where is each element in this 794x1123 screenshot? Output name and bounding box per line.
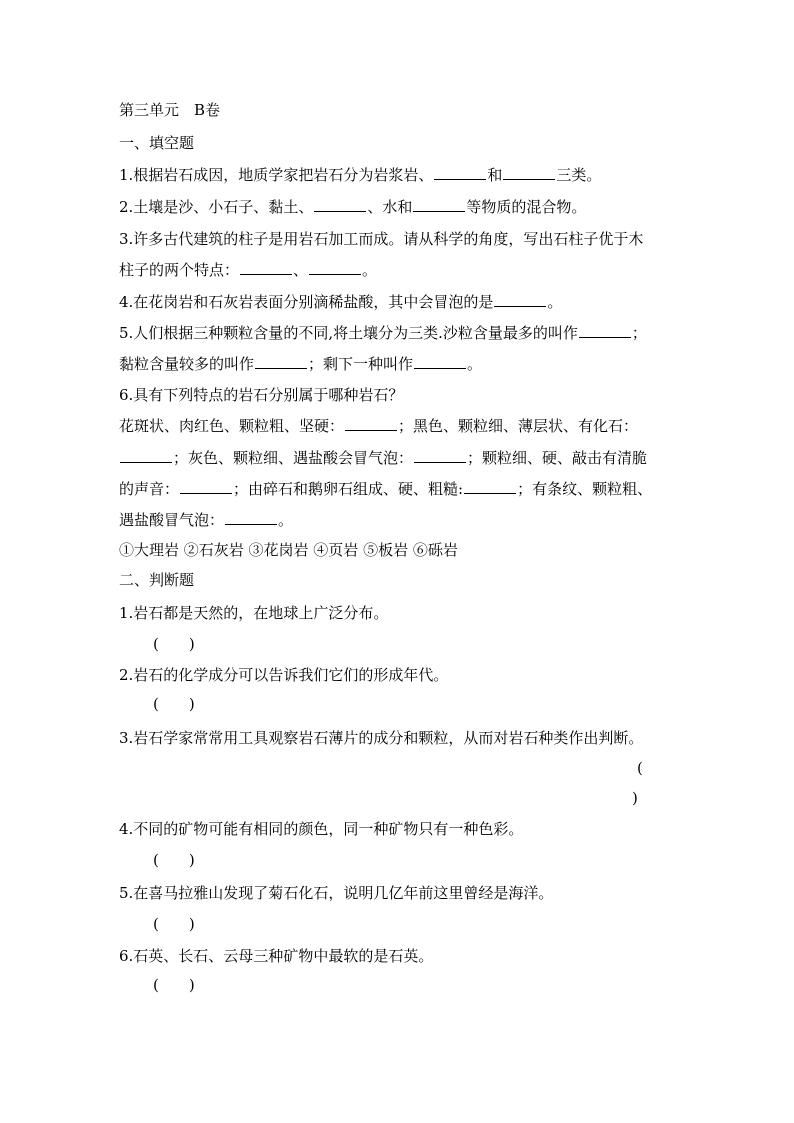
answer-paren[interactable]: ( ) [153, 976, 195, 994]
q6-text: ；颗粒细、硬、敲击有清脆 [467, 449, 648, 467]
judge-item-5: 5.在喜马拉雅山发现了菊石化石，说明几亿年前这里曾经是海洋。 [119, 884, 554, 902]
question-6-line3 [119, 479, 652, 499]
section2-heading: 二、判断题 [119, 571, 195, 589]
answer-blank[interactable] [240, 260, 292, 275]
answer-blank[interactable] [180, 479, 232, 494]
q1-text-c: 三类。 [556, 166, 602, 184]
answer-blank[interactable] [414, 448, 466, 463]
answer-paren[interactable]: ( ) [153, 635, 195, 653]
q6-text: ；由碎石和鹅卵石组成、硬、粗糙: [233, 480, 464, 498]
q4-text-a: 4.在花岗岩和石灰岩表面分别滴稀盐酸，其中会冒泡的是 [119, 293, 494, 311]
q6-text: 花斑状、肉红色、颗粒粗、坚硬： [119, 417, 345, 435]
question-4 [119, 292, 562, 312]
question-6-line1 [119, 416, 638, 436]
q6-text: ；黑色、颗粒细、薄层状、有化石： [398, 417, 639, 435]
q5-text-c: 黏粒含量较多的叫作 [119, 355, 255, 373]
q6-text: ；有条纹、颗粒粗、 [517, 480, 653, 498]
question-2 [119, 197, 586, 217]
answer-blank[interactable] [120, 448, 172, 463]
judge-item-3: 3.岩石学家常常用工具观察岩石薄片的成分和颗粒，从而对岩石种类作出判断。 [119, 729, 644, 747]
question-6-line2 [119, 448, 647, 468]
answer-blank[interactable] [309, 260, 361, 275]
answer-blank[interactable] [414, 354, 466, 369]
judge-item-1: 1.岩石都是天然的，在地球上广泛分布。 [119, 604, 389, 622]
answer-paren[interactable]: ( ) [153, 915, 195, 933]
answer-blank[interactable] [494, 292, 546, 307]
question-5-line2 [119, 354, 482, 374]
question-1 [119, 165, 601, 185]
q1-text-b: 和 [487, 166, 503, 184]
q6-text: 。 [278, 511, 294, 529]
answer-blank[interactable] [503, 165, 555, 180]
q2-text-c: 等物质的混合物。 [466, 198, 587, 216]
answer-paren-open[interactable]: ( [637, 759, 643, 777]
worksheet-title: 第三单元 B卷 [119, 101, 221, 119]
q4-text-b: 。 [547, 293, 563, 311]
q6-text: ；灰色、颗粒细、遇盐酸会冒气泡： [173, 449, 414, 467]
question-6-line4 [119, 510, 293, 530]
answer-blank[interactable] [464, 479, 516, 494]
question-6-stem: 6.具有下列特点的岩石分别属于哪种岩石？ [119, 386, 404, 404]
q6-text: 的声音： [119, 480, 180, 498]
q3-text-c: 。 [362, 261, 378, 279]
q5-text-d: ；剩下一种叫作 [308, 355, 414, 373]
answer-paren[interactable]: ( ) [153, 851, 195, 869]
section1-heading: 一、填空题 [119, 134, 195, 152]
answer-blank[interactable] [225, 510, 277, 525]
answer-blank[interactable] [413, 197, 465, 212]
answer-paren-close[interactable]: ) [632, 789, 638, 807]
question-6-options: ①大理岩 ②石灰岩 ③花岗岩 ④页岩 ⑤板岩 ⑥砾岩 [119, 541, 458, 559]
judge-item-2: 2.岩石的化学成分可以告诉我们它们的形成年代。 [119, 666, 449, 684]
answer-blank[interactable] [434, 165, 486, 180]
answer-paren[interactable]: ( ) [153, 695, 195, 713]
q1-text-a: 1.根据岩石成因，地质学家把岩石分为岩浆岩、 [119, 166, 434, 184]
q3-text-b: 、 [293, 261, 309, 279]
question-3-line1: 3.许多古代建筑的柱子是用岩石加工而成。请从科学的角度，写出石柱子优于木 [119, 230, 644, 248]
q6-text: 遇盐酸冒气泡： [119, 511, 225, 529]
answer-blank[interactable] [345, 416, 397, 431]
q5-text-e: 。 [467, 355, 483, 373]
answer-blank[interactable] [579, 323, 631, 338]
q3-text-a: 柱子的两个特点： [119, 261, 240, 279]
q2-text-a: 2.土壤是沙、小石子、黏土、 [119, 198, 314, 216]
q5-text-a: 5.人们根据三种颗粒含量的不同,将土壤分为三类.沙粒含量最多的叫作 [119, 324, 578, 342]
answer-blank[interactable] [314, 197, 366, 212]
q5-text-b: ； [631, 324, 647, 342]
q2-text-b: 、水和 [367, 198, 413, 216]
question-5-line1 [119, 323, 647, 343]
judge-item-4: 4.不同的矿物可能有相同的颜色，同一种矿物只有一种色彩。 [119, 820, 524, 838]
judge-item-6: 6.石英、长石、云母三种矿物中最软的是石英。 [119, 947, 434, 965]
answer-blank[interactable] [255, 354, 307, 369]
question-3-line2 [119, 260, 377, 280]
